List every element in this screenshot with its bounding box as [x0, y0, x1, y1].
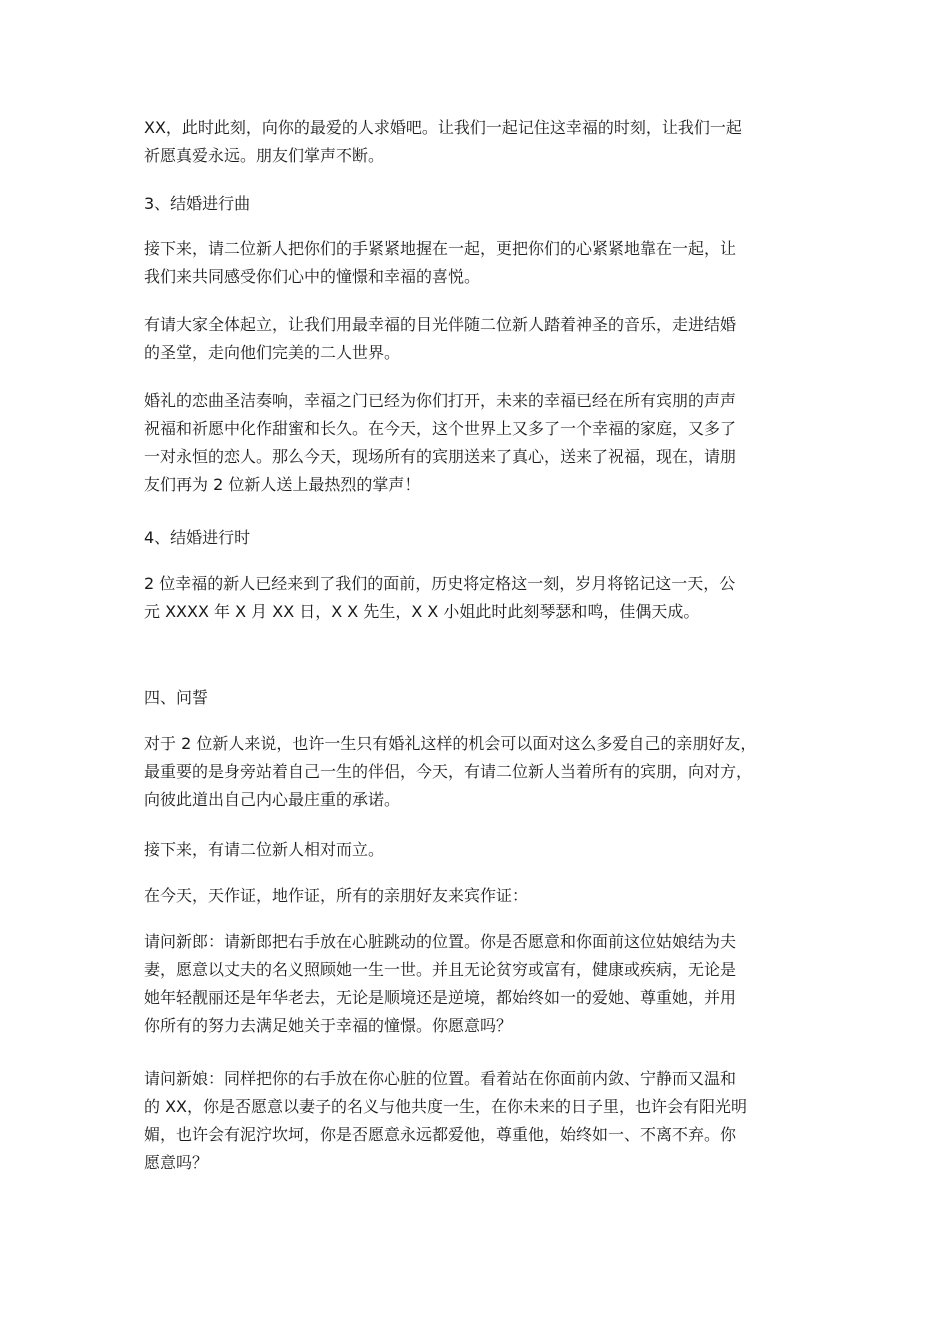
paragraph-face-each-other [144, 836, 834, 864]
text-line: 妻，愿意以丈夫的名义照顾她一生一世。并且无论贫穷或富有，健康或疾病，无论是 [144, 960, 737, 979]
text-line: 2 位幸福的新人已经来到了我们的面前，历史将定格这一刻，岁月将铭记这一天，公 [144, 574, 736, 593]
text-line: 一对永恒的恋人。那么今天，现场所有的宾朋送来了真心，送来了祝福，现在，请朋 [144, 447, 737, 466]
heading-text: 四、问誓 [144, 688, 209, 707]
paragraph-stand-up [144, 311, 834, 367]
text-line: 元 XXXX 年 X 月 XX 日，X X 先生，X X 小姐此时此刻琴瑟和鸣，佳偶天成。 [144, 602, 700, 621]
text-line: 有请大家全体起立，让我们用最幸福的目光伴随二位新人踏着神圣的音乐，走进结婚 [144, 315, 737, 334]
text-line: 媚，也许会有泥泞坎坷，你是否愿意永远都爱他，尊重他，始终如一、不离不弃。你 [144, 1125, 737, 1144]
paragraph-vows-intro [144, 730, 834, 814]
text-line: 请问新娘：同样把你的右手放在你心脏的位置。看着站在你面前内敛、宁静而又温和 [144, 1069, 737, 1088]
heading-text: 4、结婚进行时 [144, 528, 251, 547]
paragraph-witness [144, 882, 834, 910]
paragraph-groom-vow [144, 928, 834, 1040]
text-line: 在今天，天作证，地作证，所有的亲朋好友来宾作证： [144, 886, 529, 905]
text-line: 向彼此道出自己内心最庄重的承诺。 [144, 790, 401, 809]
text-line: 祝福和祈愿中化作甜蜜和长久。在今天，这个世界上又多了一个幸福的家庭，又多了 [144, 419, 737, 438]
text-line: 她年轻靓丽还是年华老去，无论是顺境还是逆境，都始终如一的爱她、尊重她，并用 [144, 988, 737, 1007]
text-line: 的圣堂，走向他们完美的二人世界。 [144, 343, 401, 362]
text-line: 请问新郎：请新郎把右手放在心脏跳动的位置。你是否愿意和你面前这位姑娘结为夫 [144, 932, 737, 951]
text-line: XX，此时此刻，向你的最爱的人求婚吧。让我们一起记住这幸福的时刻，让我们一起 [144, 118, 742, 137]
section-heading-wedding-march [144, 190, 834, 218]
text-line: 愿意吗？ [144, 1153, 209, 1172]
text-line: 我们来共同感受你们心中的憧憬和幸福的喜悦。 [144, 267, 481, 286]
text-line: 友们再为 2 位新人送上最热烈的掌声！ [144, 475, 421, 494]
paragraph-love-song [144, 387, 834, 499]
paragraph-arrival [144, 570, 834, 626]
text-line: 接下来，请二位新人把你们的手紧紧地握在一起，更把你们的心紧紧地靠在一起，让 [144, 239, 737, 258]
text-line: 祈愿真爱永远。朋友们掌声不断。 [144, 146, 385, 165]
text-line: 对于 2 位新人来说，也许一生只有婚礼这样的机会可以面对这么多爱自己的亲朋好友， [144, 734, 757, 753]
heading-text: 3、结婚进行曲 [144, 194, 251, 213]
text-line: 你所有的努力去满足她关于幸福的憧憬。你愿意吗？ [144, 1016, 513, 1035]
section-heading-wedding-in-progress [144, 524, 834, 552]
paragraph-hold-hands [144, 235, 834, 291]
text-line: 接下来，有请二位新人相对而立。 [144, 840, 385, 859]
section-heading-vows [144, 684, 834, 712]
paragraph-proposal [144, 114, 834, 170]
text-line: 最重要的是身旁站着自己一生的伴侣，今天，有请二位新人当着所有的宾朋，向对方， [144, 762, 753, 781]
paragraph-bride-vow [144, 1065, 834, 1177]
text-line: 的 XX，你是否愿意以妻子的名义与他共度一生，在你未来的日子里，也许会有阳光明 [144, 1097, 748, 1116]
text-line: 婚礼的恋曲圣洁奏响，幸福之门已经为你们打开，未来的幸福已经在所有宾朋的声声 [144, 391, 737, 410]
